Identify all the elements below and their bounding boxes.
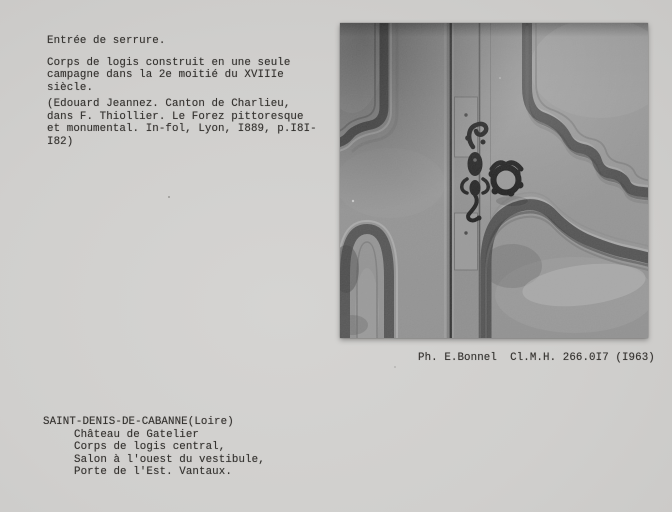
photo-vignette bbox=[340, 23, 648, 338]
bibliographic-reference bbox=[47, 98, 317, 148]
paper-speck bbox=[394, 366, 396, 368]
paper-speck bbox=[168, 196, 170, 198]
text-line: Salon à l'ouest du vestibule, bbox=[74, 453, 265, 466]
text-line: Château de Gatelier bbox=[74, 428, 200, 441]
text-line: campagne dans la 2e moitié du XVIIIe bbox=[47, 69, 284, 81]
construction-note bbox=[47, 57, 317, 95]
photograph bbox=[340, 23, 648, 338]
text-line: Corps de logis central, bbox=[74, 441, 226, 453]
photo-credit-caption: Ph. E.Bonnel Cl.M.H. 266.0I7 (I963) bbox=[418, 352, 655, 364]
photo-subject-title: Entrée de serrure. bbox=[47, 35, 166, 47]
text-line: Porte de l'Est. Vantaux. bbox=[74, 466, 232, 478]
location-block bbox=[43, 416, 265, 479]
text-line: Corps de logis construit en une seule bbox=[47, 56, 291, 69]
text-line: dans F. Thiollier. Le Forez pittoresque bbox=[47, 110, 304, 123]
text-line: I82) bbox=[47, 135, 74, 148]
commune-name: SAINT-DENIS-DE-CABANNE(Loire) bbox=[43, 416, 234, 428]
text-line: siècle. bbox=[47, 81, 94, 94]
door-photo bbox=[340, 23, 648, 338]
text-line: (Edouard Jeannez. Canton de Charlieu, bbox=[47, 98, 291, 110]
text-line: et monumental. In-fol, Lyon, I889, p.I8I- bbox=[47, 123, 317, 135]
notes-block bbox=[47, 35, 317, 148]
